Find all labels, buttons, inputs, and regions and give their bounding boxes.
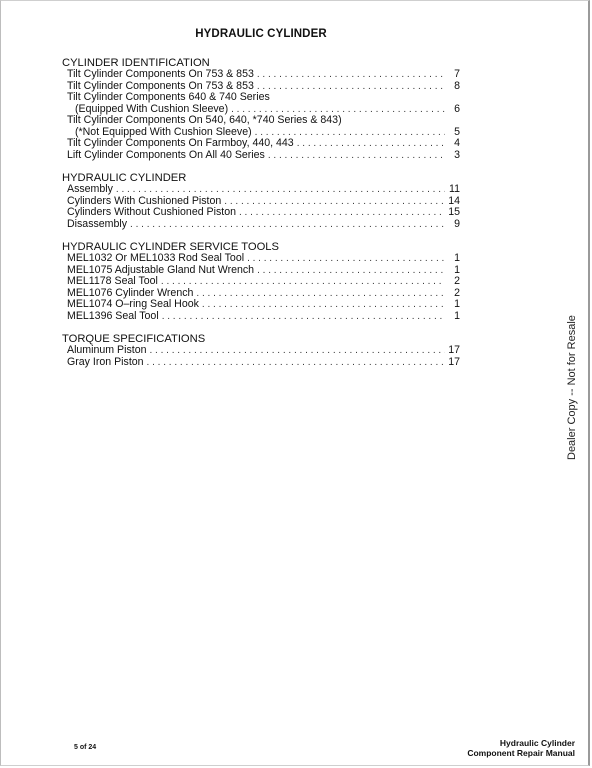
- toc-entry-label: MEL1076 Cylinder Wrench: [67, 286, 194, 299]
- toc-entry-page: 2: [454, 275, 460, 287]
- dot-leader: [202, 299, 445, 311]
- dot-leader: [149, 345, 445, 357]
- toc-entry-label: MEL1032 Or MEL1033 Rod Seal Tool: [67, 252, 245, 264]
- toc-section: [62, 241, 460, 322]
- toc-entry-label: Assembly: [67, 183, 113, 195]
- toc-entry-page: 6: [454, 102, 460, 115]
- toc-entry-label: Cylinders Without Cushioned Piston: [67, 206, 236, 218]
- footer-line-2: Component Repair Manual: [467, 748, 575, 758]
- dot-leader: [147, 357, 445, 369]
- toc-section: [62, 333, 460, 368]
- toc-entry-label: Aluminum Piston: [67, 344, 147, 356]
- toc-entry-label: Gray Iron Piston: [67, 355, 144, 368]
- toc-entry[interactable]: [62, 345, 460, 357]
- toc-entry[interactable]: [62, 276, 460, 288]
- dot-leader: [247, 253, 445, 265]
- toc-entry[interactable]: [62, 207, 460, 219]
- dot-leader: [224, 196, 445, 208]
- toc-entry-label: Tilt Cylinder Components 640 & 740 Series: [67, 91, 270, 103]
- toc-entry-page: 17: [448, 355, 460, 368]
- toc-entry[interactable]: [62, 69, 460, 81]
- dot-leader: [268, 150, 445, 162]
- toc-entry-page: 1: [454, 252, 460, 264]
- footer-manual-title: [467, 738, 575, 758]
- dot-leader: [130, 219, 445, 231]
- toc-entry-label: MEL1396 Seal Tool: [67, 309, 159, 322]
- toc-entry-label: Tilt Cylinder Components On 540, 640, *740 Series & 843): [67, 114, 342, 126]
- toc-entry-label: Cylinders With Cushioned Piston: [67, 194, 222, 207]
- toc-entry-label: (Equipped With Cushion Sleeve): [75, 102, 229, 115]
- page-number: 5 of 24: [74, 744, 97, 751]
- toc-entry-page: 5: [454, 125, 460, 138]
- section-heading: CYLINDER IDENTIFICATION: [62, 57, 210, 69]
- toc-entry-page: 1: [454, 309, 460, 322]
- dot-leader: [257, 265, 445, 277]
- dot-leader: [257, 69, 445, 81]
- toc-entry[interactable]: [62, 150, 460, 162]
- dot-leader: [297, 138, 445, 150]
- toc-entry-page: 1: [454, 298, 460, 310]
- toc-entry[interactable]: [62, 92, 460, 104]
- toc-entry-label: Lift Cylinder Components On All 40 Series: [67, 148, 265, 161]
- dot-leader: [257, 81, 445, 93]
- toc-entry[interactable]: [62, 184, 460, 196]
- toc-entry-page: 4: [454, 137, 460, 149]
- toc-entry-label: MEL1075 Adjustable Gland Nut Wrench: [67, 263, 255, 276]
- section-heading: HYDRAULIC CYLINDER SERVICE TOOLS: [62, 241, 279, 253]
- toc-section: [62, 172, 460, 230]
- table-of-contents: [62, 57, 460, 379]
- toc-entry-page: 9: [454, 217, 460, 230]
- toc-entry-page: 11: [449, 183, 460, 195]
- toc-entry-label: Tilt Cylinder Components On 753 & 853: [67, 68, 254, 80]
- section-heading: HYDRAULIC CYLINDER: [62, 172, 187, 184]
- dot-leader: [161, 276, 445, 288]
- toc-section: [62, 57, 460, 161]
- toc-entry-page: 3: [454, 148, 460, 161]
- toc-entry-page: 8: [454, 79, 460, 92]
- dot-leader: [162, 311, 445, 323]
- toc-entry-page: 15: [448, 206, 460, 218]
- dealer-copy-stamp: Dealer Copy -- Not for Resale: [566, 315, 578, 460]
- toc-entry-page: 7: [454, 68, 460, 80]
- toc-entry-label: Tilt Cylinder Components On Farmboy, 440, 443: [67, 137, 294, 149]
- page-title: HYDRAULIC CYLINDER: [195, 28, 327, 40]
- toc-entry-page: 14: [448, 194, 460, 207]
- toc-entry[interactable]: [62, 138, 460, 150]
- footer-line-1: Hydraulic Cylinder: [499, 738, 575, 748]
- toc-entry-label: Tilt Cylinder Components On 753 & 853: [67, 79, 254, 92]
- toc-entry[interactable]: [62, 253, 460, 265]
- dot-leader: [196, 288, 445, 300]
- toc-entry-page: 1: [454, 263, 460, 276]
- toc-entry-page: 2: [454, 286, 460, 299]
- toc-entry-label: MEL1178 Seal Tool: [67, 275, 158, 287]
- dot-leader: [239, 207, 445, 219]
- toc-entry-label: (*Not Equipped With Cushion Sleeve): [75, 125, 252, 138]
- section-heading: TORQUE SPECIFICATIONS: [62, 333, 206, 345]
- toc-entry[interactable]: [62, 357, 460, 369]
- toc-entry[interactable]: [62, 219, 460, 231]
- dot-leader: [116, 184, 445, 196]
- toc-entry[interactable]: [62, 115, 460, 127]
- toc-entry[interactable]: [62, 311, 460, 323]
- toc-entry-label: MEL1074 O–ring Seal Hook: [67, 298, 199, 310]
- toc-entry[interactable]: [62, 299, 460, 311]
- toc-entry-page: 17: [448, 344, 460, 356]
- toc-entry-label: Disassembly: [67, 217, 128, 230]
